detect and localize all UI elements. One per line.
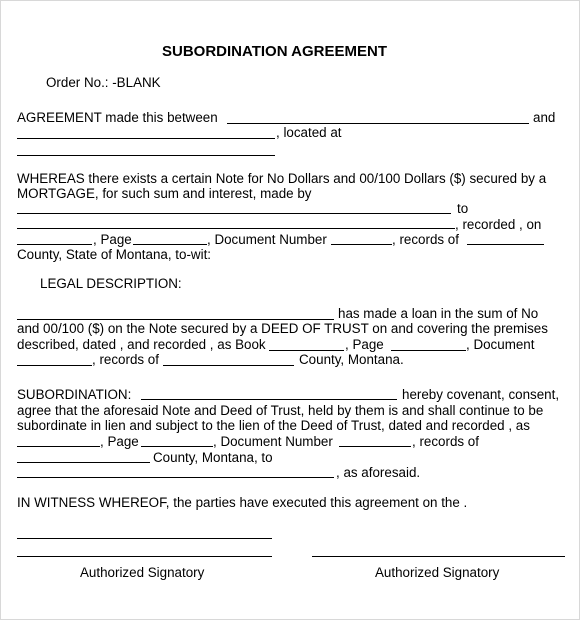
party-one-blank[interactable] [227,123,529,124]
whereas-line-1: WHEREAS there exists a certain Note for No Dollars and 00/100 Dollars ($) secured by a [17,171,547,186]
signature-line-2[interactable] [17,556,272,557]
document-blank[interactable] [17,365,92,366]
records-of-text: , records of [92,352,159,367]
legal-description-heading: LEGAL DESCRIPTION: [40,276,182,291]
recorded-on-text: , recorded , on [455,217,542,232]
page-text: , Page [345,337,384,352]
located-at-text: , located at [276,125,342,140]
loan-text: has made a loan in the sum of No [338,306,539,321]
page-blank[interactable] [133,244,207,245]
described-text: described, dated , and recorded , as Book [17,337,266,352]
document-number-text: , Document Number [213,434,333,449]
records-of-blank[interactable] [467,244,544,245]
address-blank[interactable] [17,155,275,156]
page-blank[interactable] [141,446,213,447]
signature-line-1[interactable] [17,538,272,539]
lender-blank[interactable] [17,319,334,320]
and-text: and [533,110,556,125]
whereas-line-2: MORTGAGE, for such sum and interest, made by [17,186,312,201]
book-blank[interactable] [269,350,344,351]
mortgagee-blank[interactable] [17,228,455,229]
county-blank[interactable] [17,462,150,463]
county-blank[interactable] [163,365,294,366]
right-signatory-label: Authorized Signatory [375,565,500,580]
recipient-blank[interactable] [17,477,334,478]
document-number-text: , Document Number [207,232,327,247]
records-of-text: , records of [392,232,459,247]
covenant-text: hereby covenant, consent, [402,387,560,402]
as-aforesaid-text: , as aforesaid. [336,465,421,480]
page-text: , Page [100,434,139,449]
county-montana-text: County, Montana. [299,352,404,367]
subordination-line-3: subordinate in lien and subject to the lien of the Deed of Trust, dated and recorded , as [17,418,530,433]
witness-text: IN WITNESS WHEREOF, the parties have executed this agreement on the . [17,495,468,510]
page-text: , Page [93,232,132,247]
page-blank[interactable] [391,350,466,351]
to-text: to [457,201,469,216]
subordination-heading: SUBORDINATION: [17,387,132,402]
order-number: Order No.: -BLANK [46,75,161,90]
note-line-text: and 00/100 ($) on the Note secured by a DEED OF TRUST on and covering the premises [17,321,548,336]
document-text: , Document [466,337,535,352]
subordination-line-2: agree that the aforesaid Note and Deed of Trust, held by them is and shall continue to be [17,403,544,418]
document-number-blank[interactable] [331,244,392,245]
agreement-made-this-text: AGREEMENT made this between [17,110,218,125]
county-to-text: County, Montana, to [153,450,273,465]
records-of-text: , records of [412,434,479,449]
party-two-blank[interactable] [17,138,275,139]
mortgagor-blank[interactable] [17,213,451,214]
recorded-date-blank[interactable] [17,244,92,245]
county-state-text: County, State of Montana, to-wit: [17,247,212,262]
document-number-blank[interactable] [339,446,411,447]
document-title: SUBORDINATION AGREEMENT [162,43,387,60]
left-signatory-label: Authorized Signatory [80,565,205,580]
signature-line-3[interactable] [312,556,565,557]
subordinating-party-blank[interactable] [141,399,397,400]
book-blank[interactable] [17,446,100,447]
